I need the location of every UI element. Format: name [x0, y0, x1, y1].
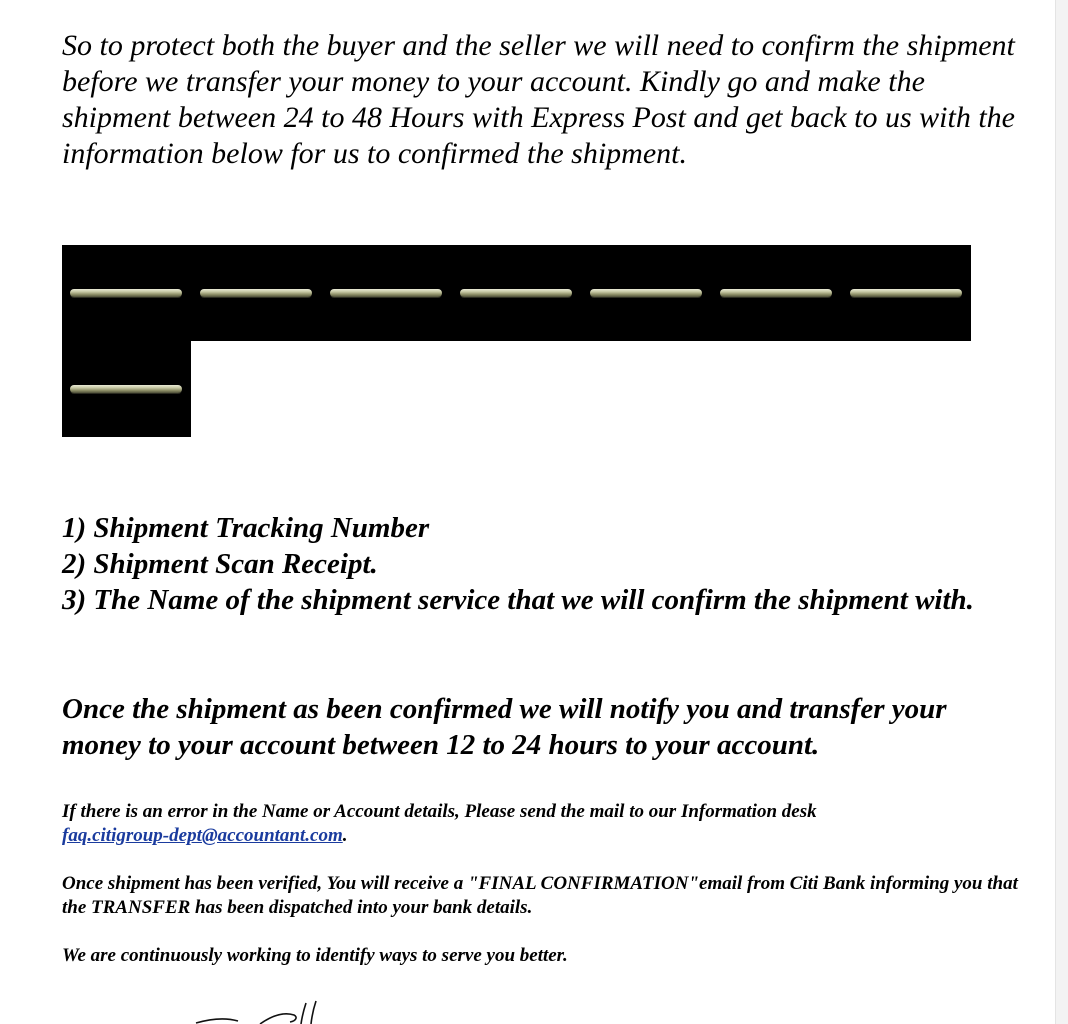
gold-bar-icon: [590, 289, 702, 297]
gold-bar-icon: [850, 289, 962, 297]
error-note-suffix: .: [342, 825, 348, 846]
gold-bar-icon: [200, 289, 312, 297]
closing-note: We are continuously working to identify ways to serve you better.: [62, 945, 568, 966]
gold-bar-icon: [70, 289, 182, 297]
intro-paragraph: So to protect both the buyer and the seller we will need to confirm the shipment before we transfer your money to your account. Kindly go and make the shipment between 24 to 48 Hours with Express Post and get back to us with the information below for us to confirmed the shipment.: [62, 29, 1015, 170]
decorative-banner: [62, 245, 971, 341]
handwritten-signature-icon: [190, 995, 350, 1024]
gold-bar-icon: [720, 289, 832, 297]
transfer-notice: Once the shipment as been confirmed we will notify you and transfer your money to your account between 12 to 24 hours to your account.: [62, 693, 947, 761]
requirements-list: [62, 510, 1022, 618]
error-note-text: If there is an error in the Name or Account details, Please send the mail to our Information desk: [62, 801, 817, 822]
confirmation-note: Once shipment has been verified, You will receive a "FINAL CONFIRMATION"email from Citi Bank informing you that the TRANSFER has been dispatched into your bank details.: [62, 873, 1018, 918]
error-note: [62, 800, 1022, 848]
scrollbar[interactable]: [1055, 0, 1068, 1024]
list-item: 1) Shipment Tracking Number: [62, 512, 430, 544]
support-email-link[interactable]: faq.citigroup-dept@accountant.com: [62, 825, 343, 846]
list-item: 2) Shipment Scan Receipt.: [62, 548, 378, 580]
list-item: 3) The Name of the shipment service that we will confirm the shipment with.: [62, 584, 974, 616]
gold-bar-icon: [70, 385, 182, 393]
gold-bar-icon: [330, 289, 442, 297]
gold-bar-icon: [460, 289, 572, 297]
decorative-banner-continued: [62, 341, 191, 437]
